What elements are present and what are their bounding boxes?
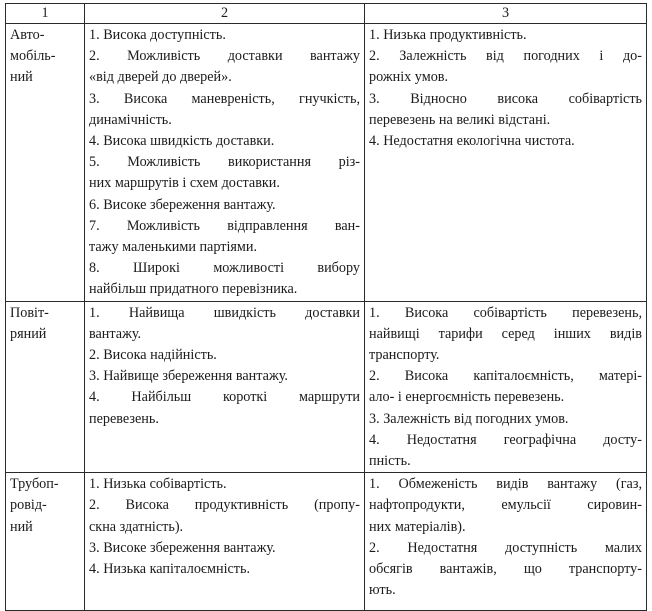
transport-mode-cell [6,473,85,611]
cell-text-line: вантажу. [89,325,142,342]
cell-text-line: 2. Висока капіталоємність, матері- [369,368,642,385]
transport-mode-cell [6,301,85,473]
transport-mode-label-line: ний [10,518,33,535]
cell-text-line: 3. Високе збереження вантажу. [89,539,276,556]
cell-text-line: перевезень. [89,410,159,427]
cell-text-line: ють. [369,582,396,599]
table-row [6,24,647,302]
cell-text-line: «від дверей до дверей». [89,69,232,86]
header-col-1: 1 [6,4,85,24]
cell-text-line: 2. Залежність від погодних і до- [369,48,642,65]
cell-text-line: 2. Висока продуктивність (пропу- [89,497,360,514]
cell-text-line: 2. Висока надійність. [89,347,217,364]
cell-text-line: 7. Можливість відправлення ван- [89,217,360,234]
cell-text-line: 8. Широкі можливості вибору [89,260,360,277]
transport-mode-label-line: ний [10,69,33,86]
cell-text-line: 3. Залежність від погодних умов. [369,410,569,427]
cell-text-line: 4. Висока швидкість доставки. [89,133,275,150]
cell-text-line: пність. [369,453,411,470]
header-col-2: 2 [85,4,365,24]
cell-text-line: рожніх умов. [369,69,449,86]
transport-mode-label-line: Авто- [10,27,45,43]
cell-text-line: динамічність. [89,111,172,128]
disadvantages-cell [365,301,647,473]
cell-text-line: 4. Недостатня географічна досту- [369,431,642,448]
cell-text-line: скна здатність). [89,518,184,535]
cell-text-line: найбільш придатного перевізника. [89,281,298,298]
disadvantages-cell [365,24,647,302]
cell-text-line: 5. Можливість використання різ- [89,154,360,171]
cell-text-line: 6. Високе збереження вантажу. [89,196,276,213]
cell-text-line: 1. Висока собівартість перевезень, [369,304,642,321]
cell-text-line: 1. Висока доступність. [89,27,226,43]
cell-text-line: найвищі тарифи серед інших видів [369,325,642,342]
header-row [6,4,647,24]
cell-text-line: перевезень на великі відстані. [369,111,551,128]
transport-mode-label-line: ровід- [10,497,47,514]
cell-text-line: 3. Найвище збереження вантажу. [89,368,288,385]
transport-mode-cell [6,24,85,302]
transport-mode-label-line: Повіт- [10,304,49,321]
cell-text-line: 4. Низька капіталоємність. [89,561,251,578]
cell-text-line: ало- і енергоємність перевезень. [369,389,565,406]
cell-text-line: них матеріалів). [369,518,466,535]
cell-text-line: 1. Найвища швидкість доставки [89,304,360,321]
advantages-cell [85,24,365,302]
advantages-cell [85,301,365,473]
cell-text-line: 4. Найбільш короткі маршрути [89,389,360,406]
cell-text-line: 2. Можливість доставки вантажу [89,48,360,65]
cell-text-line: 2. Недостатня доступність малих [369,539,642,556]
cell-text-line: нафтопродукти, емульсії сировин- [369,497,642,514]
disadvantages-cell [365,473,647,611]
cell-text-line: тажу маленькими партіями. [89,239,258,256]
transport-mode-label-line: Трубоп- [10,476,59,493]
cell-text-line: 4. Недостатня екологічна чистота. [369,133,575,150]
cell-text-line: них маршрутів і схем доставки. [89,175,280,192]
cell-text-line: 1. Низька продуктивність. [369,27,527,43]
cell-text-line: обсягів вантажів, що транспорту- [369,561,642,578]
cell-text-line: 3. Відносно висока собівартість [369,90,642,107]
transport-mode-label-line: ряний [10,325,47,342]
cell-text-line: 3. Висока маневреність, гнучкість, [89,90,360,107]
advantages-cell [85,473,365,611]
cell-text-line: 1. Низька собівартість. [89,476,227,493]
table-row [6,473,647,611]
cell-text-line: транспорту. [369,347,440,364]
transport-comparison-table [5,3,647,611]
cell-text-line: 1. Обмеженість видів вантажу (газ, [369,476,642,493]
table-row [6,301,647,473]
header-col-3: 3 [365,4,647,24]
transport-mode-label-line: мобіль- [10,48,56,65]
